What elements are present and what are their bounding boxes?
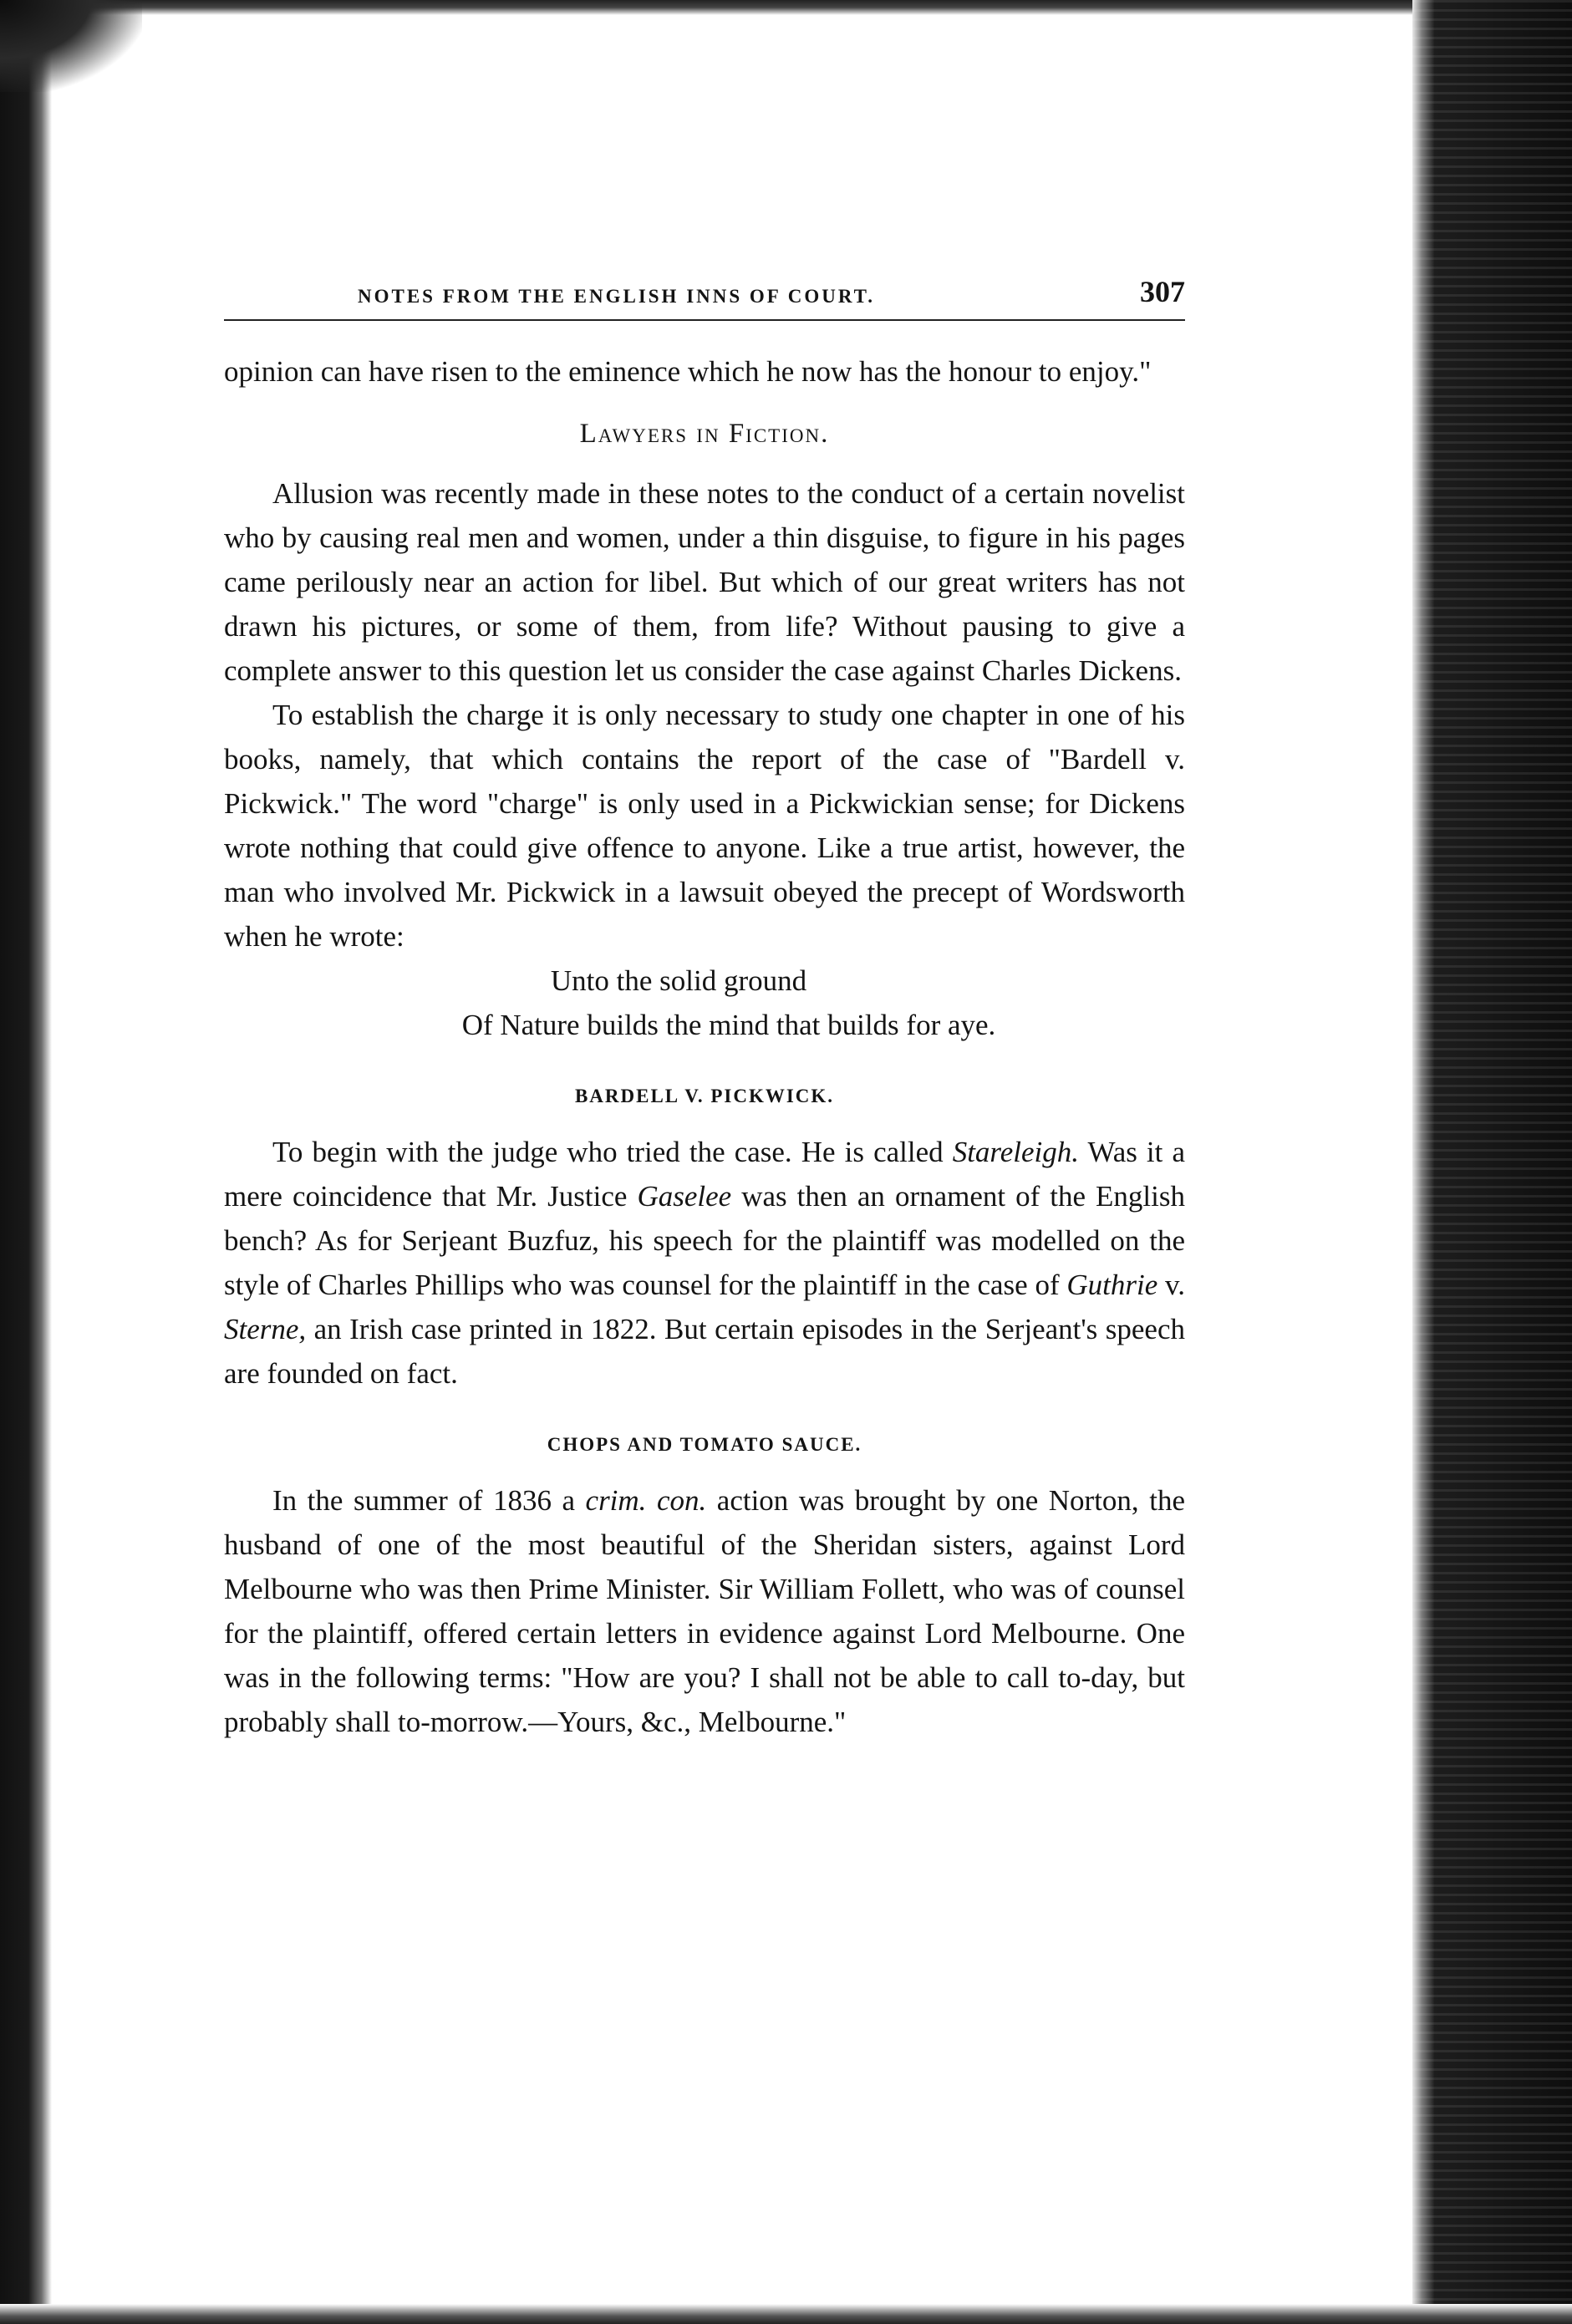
paragraph-allusion: Allusion was recently made in these notes to the conduct of a certain novelist who by causing real men and women, under a thin disguise, to figure in his pages came perilously near an action for libel. But which of our great writers has not drawn his pictures, or some of them, from life? Without pausing to give a complete answer to this question let us consider the case against Charles Dickens. bbox=[224, 477, 1185, 687]
paragraph-summer-1836 bbox=[224, 1478, 1185, 1744]
text-run: v. bbox=[1157, 1269, 1185, 1301]
book-page bbox=[224, 267, 1185, 1744]
text-run: To begin with the judge who tried the case. He is called bbox=[272, 1136, 953, 1168]
case-party-italic: Sterne, bbox=[224, 1313, 307, 1345]
text-run: In the summer of 1836 a bbox=[272, 1484, 586, 1517]
running-head bbox=[224, 267, 1185, 318]
page-number: 307 bbox=[1140, 275, 1185, 308]
scan-edge-right bbox=[1412, 0, 1572, 2324]
justice-name-italic: Gaselee bbox=[637, 1180, 732, 1213]
text-run: an Irish case printed in 1822. But certain episodes in the Serjeant's speech are founded on fact. bbox=[224, 1313, 1185, 1390]
scan-edge-bottom bbox=[0, 2304, 1572, 2324]
paragraph-establish-charge: To establish the charge it is only necessary to study one chapter in one of his books, namely, that which contains the report of the case of "Bardell v. Pickwick." The word "charge" is only used in a Pickwickian sense; for Dickens wrote nothing that could give offence to anyone. Like a true artist, however, the man who involved Mr. Pickwick in a lawsuit obeyed the precept of Wordsworth when he wrote: bbox=[224, 699, 1185, 953]
body-text bbox=[224, 349, 1185, 1744]
verse-line-2: Of Nature builds the mind that builds for aye. bbox=[461, 1009, 996, 1041]
running-title: NOTES FROM THE ENGLISH INNS OF COURT. bbox=[358, 286, 876, 307]
case-party-italic: Guthrie bbox=[1066, 1269, 1158, 1301]
verse-line-1: Unto the solid ground bbox=[550, 964, 807, 997]
latin-term-italic: crim. con. bbox=[585, 1484, 707, 1517]
text-run: Was it a mere coincidence that Mr. Justice bbox=[224, 1136, 1185, 1213]
text-run: action was brought by one Norton, the husband of one of the most beautiful of the Sheridan sisters, against Lord Melbourne who was then Prime Minister. Sir William Follett, who was of counsel for the plaintiff, offered certain letters in evidence against Lord Melbourne. One was in the following terms: "How are you? I shall not be able to call to-day, but probably shall to-morrow.—Yours, &c., Melbourne." bbox=[224, 1484, 1185, 1738]
section-heading-chops-and-tomato-sauce: CHOPS AND TOMATO SAUCE. bbox=[547, 1434, 862, 1455]
scan-edge-top bbox=[0, 0, 1572, 15]
scan-edge-left bbox=[0, 0, 52, 2324]
scan-corner-shadow bbox=[0, 0, 142, 92]
verse-quotation bbox=[224, 959, 1185, 1047]
text-run: was then an ornament of the English bench? As for Serjeant Buzfuz, his speech for the plaintiff was modelled on the style of Charles Phillips who was counsel for the plaintiff in the case of bbox=[224, 1180, 1185, 1301]
judge-name-italic: Stareleigh. bbox=[952, 1136, 1080, 1168]
section-heading-bardell-v-pickwick: BARDELL V. PICKWICK. bbox=[574, 1086, 835, 1106]
section-heading-lawyers-in-fiction: Lawyers in Fiction. bbox=[579, 419, 830, 449]
header-rule bbox=[224, 319, 1185, 321]
paragraph-judge bbox=[224, 1130, 1185, 1396]
paragraph-continuation: opinion can have risen to the eminence which he now has the honour to enjoy." bbox=[224, 355, 1152, 388]
